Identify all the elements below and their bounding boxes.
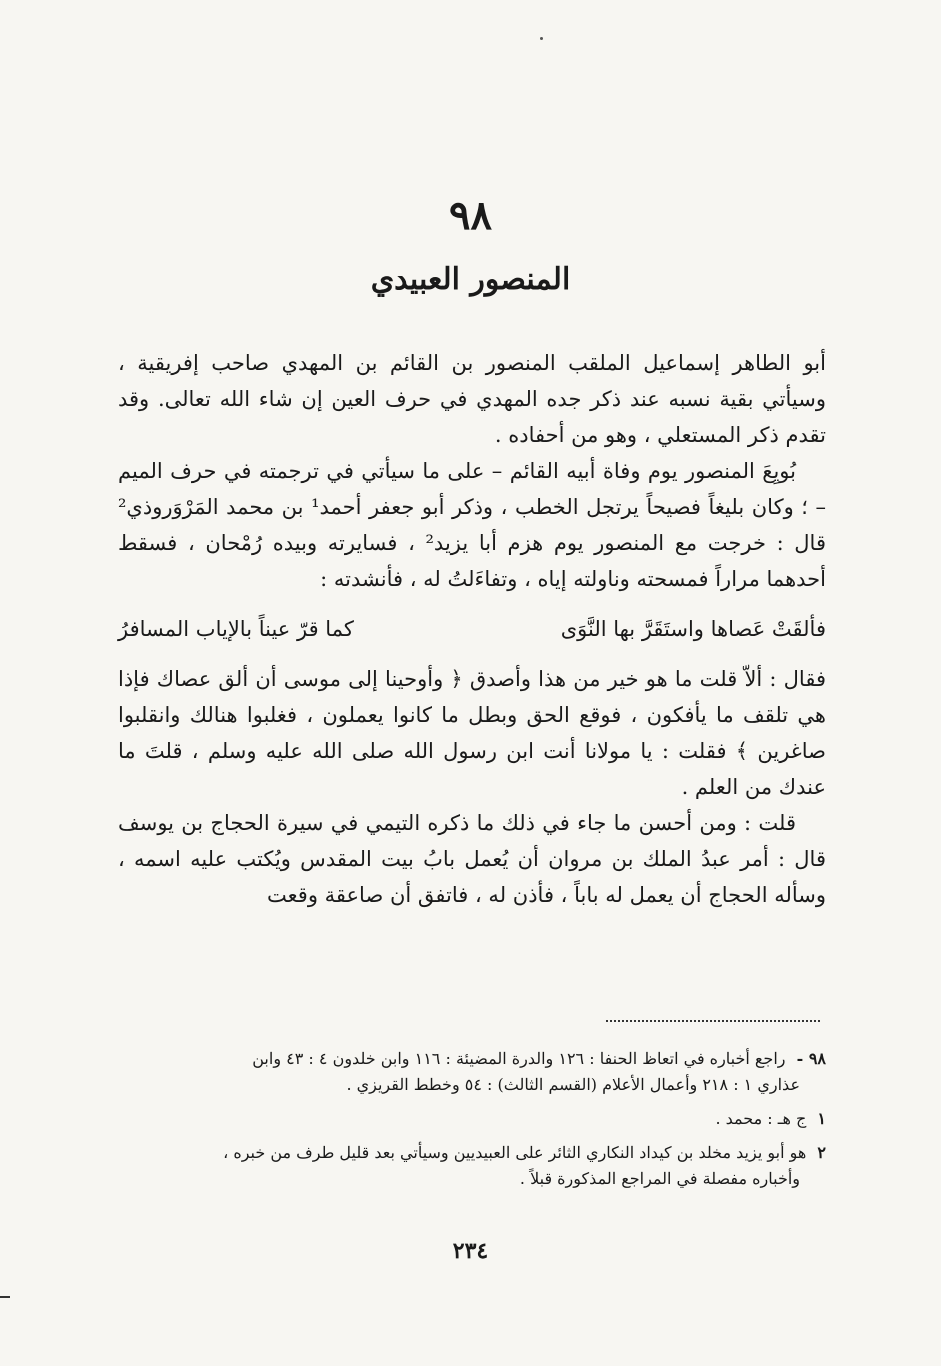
footnote-text: راجع أخباره في اتعاظ الحنفا : ١٢٦ والدرة المضيئة : ١١٦ وابن خلدون ٤ : ٤٣ وابن bbox=[252, 1049, 786, 1068]
paragraph-3: فقال : ألاّ قلت ما هو خير من هذا وأصدق ﴿ وأوحينا إلى موسى أن ألق عصاك فإذا هي تلقف ما يأفكون ، فوقع الحق وبطل ما كانوا يعملون ، فغلبوا هنالك وانقلبوا صاغرين ﴾ فقلت : يا مولانا أنت ابن رسول الله صلى الله عليه وسلم ، قلتَ ما عندك من العلم . bbox=[118, 667, 826, 799]
verse-first-hemistich: فألقَتْ عَصاها واستَقَرَّ بها النَّوَى bbox=[560, 617, 826, 641]
main-text bbox=[118, 345, 826, 913]
footnotes bbox=[118, 1046, 826, 1200]
footnote-2 bbox=[118, 1140, 826, 1192]
paragraph-4: قلت : ومن أحسن ما جاء في ذلك ما ذكره التيمي في سيرة الحجاج بن يوسف قال : أمر عبدُ الملك بن مروان أن يُعمل بابُ بيت المقدس ويُكتب عليه اسمه ، وسأله الحجاج أن يعمل له باباً ، فأذن له ، فاتفق أن صاعقة وقعت bbox=[118, 811, 826, 907]
scan-speck bbox=[540, 37, 543, 40]
footnote-text-continued: عذاري ١ : ٢١٨ وأعمال الأعلام (القسم الثالث) : ٥٤ وخطط القريزي . bbox=[346, 1075, 800, 1094]
paragraph-1: أبو الطاهر إسماعيل الملقب المنصور بن القائم بن المهدي صاحب إفريقية ، وسيأتي بقية نسبه عند ذكر جده المهدي في حرف العين إن شاء الله تعالى. وقد تقدم ذكر المستعلي ، وهو من أحفاده . bbox=[118, 351, 826, 447]
footnote-98 bbox=[118, 1046, 826, 1098]
footnote-text: هو أبو يزيد مخلد بن كيداد النكاري الثائر على العبيديين وسيأتي بعد قليل طرف من خبره ، bbox=[223, 1143, 807, 1162]
footnote-marker: ٢ bbox=[817, 1143, 826, 1162]
entry-number: ٩٨ bbox=[449, 192, 492, 239]
footnote-text: ج هـ : محمد . bbox=[715, 1109, 807, 1128]
footnote-text-continued: وأخباره مفصلة في المراجع المذكورة قبلاً . bbox=[519, 1169, 800, 1188]
paragraph-2: بُويِعَ المنصور يوم وفاة أبيه القائم – على ما سيأتي في ترجمته في حرف الميم – ؛ وكان بليغاً فصيحاً يرتجل الخطب ، وذكر أبو جعفر أحمد¹ بن محمد المَرْوَروذي² قال : خرجت مع المنصور يوم هزم أبا يزيد² ، فسايرته وبيده رُمْحان ، فسقط أحدهما مراراً فمسحته وناولته إياه ، وتفاءَلتُ له ، فأنشدته : bbox=[118, 459, 826, 591]
footnote-1 bbox=[118, 1106, 826, 1132]
footnote-divider bbox=[606, 1020, 820, 1022]
poetry-verse bbox=[118, 611, 826, 647]
scan-edge-mark bbox=[0, 1296, 10, 1298]
entry-title: المنصور العبيدي bbox=[370, 262, 571, 297]
footnote-marker: ١ bbox=[817, 1109, 826, 1128]
page-number: ٢٣٤ bbox=[452, 1238, 489, 1264]
verse-second-hemistich: كما قرّ عيناً بالإياب المسافرُ bbox=[118, 617, 354, 641]
footnote-marker: ٩٨ - bbox=[796, 1049, 826, 1068]
